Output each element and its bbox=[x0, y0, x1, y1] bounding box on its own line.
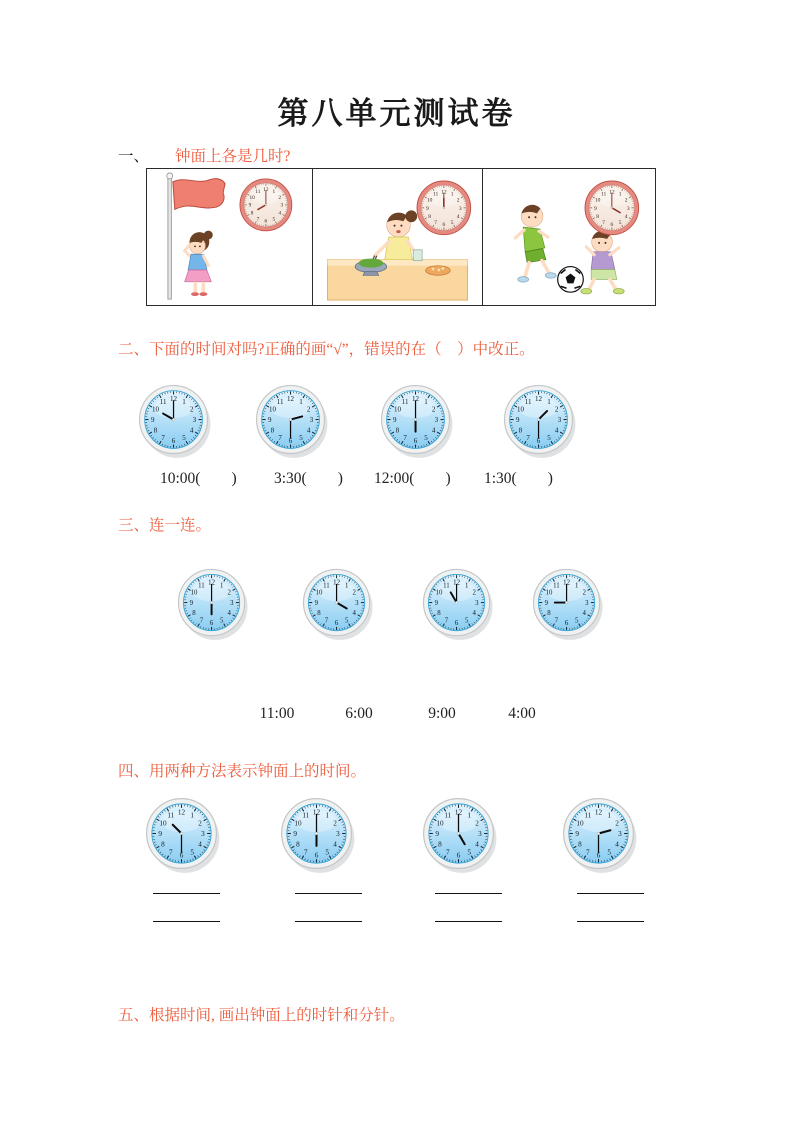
svg-text:5: 5 bbox=[618, 220, 622, 226]
section4-clock-3 bbox=[421, 796, 499, 874]
svg-text:3: 3 bbox=[192, 415, 197, 424]
svg-text:4: 4 bbox=[333, 840, 337, 849]
svg-text:12: 12 bbox=[441, 189, 447, 196]
section1-number: 一、 bbox=[118, 148, 150, 165]
svg-text:5: 5 bbox=[547, 434, 551, 442]
svg-text:1: 1 bbox=[190, 811, 195, 820]
svg-text:8: 8 bbox=[192, 610, 196, 618]
svg-text:4: 4 bbox=[472, 610, 476, 618]
svg-text:7: 7 bbox=[554, 617, 559, 625]
svg-text:2: 2 bbox=[189, 405, 194, 414]
panel1-clock-8-00 bbox=[238, 177, 296, 235]
svg-text:4: 4 bbox=[189, 426, 194, 435]
svg-text:2: 2 bbox=[333, 819, 337, 828]
section4-answer-line-3a[interactable] bbox=[435, 893, 502, 894]
section2-clock-1 bbox=[137, 383, 213, 459]
svg-text:2: 2 bbox=[306, 405, 311, 414]
svg-text:10: 10 bbox=[159, 819, 167, 828]
svg-text:3: 3 bbox=[280, 202, 284, 209]
svg-text:6: 6 bbox=[179, 851, 184, 860]
section1-picture-strip bbox=[146, 168, 656, 306]
svg-text:7: 7 bbox=[169, 848, 173, 857]
svg-text:3: 3 bbox=[626, 205, 630, 212]
page-title: 第八单元测试卷 bbox=[277, 96, 516, 131]
section1-prompt: 钟面上各是几时? bbox=[175, 148, 291, 165]
svg-text:10: 10 bbox=[393, 405, 401, 414]
svg-text:8: 8 bbox=[250, 210, 254, 217]
section2-clock-4 bbox=[502, 383, 578, 459]
svg-text:11: 11 bbox=[198, 582, 205, 590]
section5-heading: 五、根据时间, 画出钟面上的时针和分针。 bbox=[118, 1007, 405, 1024]
svg-text:12: 12 bbox=[594, 808, 603, 817]
svg-text:4: 4 bbox=[352, 610, 356, 618]
svg-text:8: 8 bbox=[270, 426, 275, 435]
svg-text:6: 6 bbox=[314, 851, 319, 860]
section4-answer-line-1b[interactable] bbox=[153, 921, 220, 922]
svg-text:11: 11 bbox=[276, 397, 284, 406]
svg-text:1: 1 bbox=[547, 397, 551, 406]
svg-text:12: 12 bbox=[454, 808, 463, 817]
svg-text:6: 6 bbox=[454, 620, 459, 628]
svg-text:1: 1 bbox=[272, 188, 276, 195]
section3-clock-4[interactable] bbox=[531, 567, 605, 641]
svg-text:9: 9 bbox=[293, 829, 297, 838]
svg-text:2: 2 bbox=[456, 197, 460, 204]
section3-clock-1[interactable] bbox=[176, 567, 250, 641]
svg-text:7: 7 bbox=[403, 434, 407, 442]
svg-text:6: 6 bbox=[209, 620, 214, 628]
svg-text:4: 4 bbox=[198, 840, 202, 849]
section4-answer-line-3b[interactable] bbox=[435, 921, 502, 922]
svg-text:3: 3 bbox=[478, 829, 482, 838]
svg-text:5: 5 bbox=[345, 617, 349, 625]
svg-text:3: 3 bbox=[557, 415, 562, 424]
svg-text:3: 3 bbox=[585, 599, 589, 607]
svg-text:2: 2 bbox=[615, 819, 619, 828]
svg-text:10: 10 bbox=[151, 405, 159, 414]
svg-text:2: 2 bbox=[278, 194, 281, 201]
svg-text:4: 4 bbox=[615, 840, 619, 849]
svg-text:3: 3 bbox=[475, 599, 479, 607]
svg-text:6: 6 bbox=[536, 436, 541, 445]
section4-heading: 四、用两种方法表示钟面上的时间。 bbox=[118, 763, 367, 780]
svg-text:7: 7 bbox=[446, 848, 450, 857]
svg-text:3: 3 bbox=[434, 415, 439, 424]
svg-text:3: 3 bbox=[309, 415, 314, 424]
svg-text:6: 6 bbox=[610, 222, 614, 229]
svg-text:8: 8 bbox=[437, 610, 441, 618]
svg-text:2: 2 bbox=[431, 405, 436, 414]
svg-text:3: 3 bbox=[230, 599, 234, 607]
svg-text:8: 8 bbox=[438, 840, 442, 849]
svg-text:9: 9 bbox=[515, 415, 520, 424]
svg-text:5: 5 bbox=[424, 434, 428, 442]
svg-text:9: 9 bbox=[267, 415, 272, 424]
svg-text:6: 6 bbox=[596, 851, 601, 860]
svg-text:6: 6 bbox=[413, 436, 418, 445]
svg-text:12: 12 bbox=[412, 395, 420, 404]
svg-text:10: 10 bbox=[576, 819, 584, 828]
svg-text:1: 1 bbox=[575, 582, 579, 590]
svg-text:6: 6 bbox=[564, 620, 569, 628]
section3-clock-3[interactable] bbox=[421, 567, 495, 641]
svg-text:5: 5 bbox=[575, 617, 579, 625]
svg-text:10: 10 bbox=[435, 589, 443, 597]
svg-text:2: 2 bbox=[472, 589, 476, 597]
svg-text:5: 5 bbox=[190, 848, 195, 857]
svg-text:11: 11 bbox=[600, 191, 607, 198]
svg-text:10: 10 bbox=[436, 819, 444, 828]
section4-answer-line-2a[interactable] bbox=[295, 893, 362, 894]
section4-answer-line-4a[interactable] bbox=[577, 893, 644, 894]
svg-text:2: 2 bbox=[624, 197, 628, 204]
svg-text:1: 1 bbox=[220, 582, 224, 590]
svg-text:7: 7 bbox=[304, 848, 308, 857]
svg-text:4: 4 bbox=[624, 213, 628, 220]
svg-text:3: 3 bbox=[618, 829, 622, 838]
svg-text:4: 4 bbox=[582, 610, 586, 618]
panel-eating bbox=[312, 169, 482, 305]
svg-text:8: 8 bbox=[578, 840, 582, 849]
svg-text:1: 1 bbox=[618, 191, 622, 198]
svg-text:11: 11 bbox=[524, 397, 532, 406]
svg-text:12: 12 bbox=[208, 579, 215, 587]
svg-text:9: 9 bbox=[314, 599, 319, 607]
svg-text:10: 10 bbox=[190, 589, 198, 597]
svg-text:4: 4 bbox=[554, 426, 559, 435]
panel-soccer bbox=[482, 169, 655, 305]
svg-text:4: 4 bbox=[227, 610, 231, 618]
svg-text:4: 4 bbox=[475, 840, 479, 849]
svg-text:11: 11 bbox=[255, 188, 261, 195]
svg-text:12: 12 bbox=[177, 808, 186, 817]
svg-text:2: 2 bbox=[582, 589, 586, 597]
svg-text:3: 3 bbox=[355, 599, 359, 607]
svg-text:8: 8 bbox=[153, 426, 158, 435]
svg-text:1: 1 bbox=[465, 582, 469, 590]
section4-clock-1 bbox=[144, 796, 222, 874]
svg-text:9: 9 bbox=[544, 599, 549, 607]
section2-answer-4[interactable]: 1:30( ) bbox=[484, 470, 553, 487]
svg-text:8: 8 bbox=[296, 840, 300, 849]
section3-match-label-2[interactable]: 6:00 bbox=[345, 705, 373, 722]
section2-answer-3[interactable]: 12:00( ) bbox=[374, 470, 451, 487]
svg-text:9: 9 bbox=[435, 829, 439, 838]
svg-text:11: 11 bbox=[553, 582, 560, 590]
svg-text:9: 9 bbox=[392, 415, 397, 424]
svg-text:7: 7 bbox=[161, 434, 165, 442]
section2-heading: 二、下面的时间对吗?正确的画“√”，错误的在（ ）中改正。 bbox=[118, 341, 535, 358]
svg-text:6: 6 bbox=[456, 851, 461, 860]
section3-match-label-1[interactable]: 11:00 bbox=[259, 705, 295, 722]
svg-text:12: 12 bbox=[609, 189, 615, 196]
svg-text:12: 12 bbox=[170, 395, 178, 404]
svg-text:5: 5 bbox=[607, 848, 612, 857]
svg-text:12: 12 bbox=[535, 395, 543, 404]
section4-answer-line-4b[interactable] bbox=[577, 921, 644, 922]
section2-answer-2[interactable]: 3:30( ) bbox=[274, 470, 343, 487]
svg-text:10: 10 bbox=[315, 589, 323, 597]
section4-answer-line-1a[interactable] bbox=[153, 893, 220, 894]
svg-text:12: 12 bbox=[333, 579, 340, 587]
svg-text:7: 7 bbox=[199, 617, 204, 625]
svg-text:11: 11 bbox=[159, 397, 167, 406]
svg-text:9: 9 bbox=[426, 205, 429, 212]
svg-text:11: 11 bbox=[401, 397, 409, 406]
svg-text:8: 8 bbox=[161, 840, 165, 849]
svg-text:1: 1 bbox=[325, 811, 330, 820]
svg-text:11: 11 bbox=[443, 582, 450, 590]
svg-text:8: 8 bbox=[547, 610, 551, 618]
svg-text:5: 5 bbox=[299, 434, 303, 442]
svg-text:8: 8 bbox=[317, 610, 321, 618]
svg-text:12: 12 bbox=[287, 395, 295, 404]
svg-text:12: 12 bbox=[453, 579, 460, 587]
svg-text:1: 1 bbox=[450, 191, 454, 198]
section4-answer-line-2b[interactable] bbox=[295, 921, 362, 922]
svg-text:3: 3 bbox=[201, 829, 205, 838]
svg-text:7: 7 bbox=[444, 617, 449, 625]
section2-answer-1[interactable]: 10:00( ) bbox=[160, 470, 237, 487]
svg-text:8: 8 bbox=[596, 214, 599, 220]
svg-text:9: 9 bbox=[575, 829, 579, 838]
svg-text:10: 10 bbox=[516, 405, 524, 414]
svg-text:9: 9 bbox=[158, 829, 162, 838]
svg-text:8: 8 bbox=[518, 426, 523, 435]
svg-text:1: 1 bbox=[345, 582, 349, 590]
svg-text:4: 4 bbox=[431, 426, 436, 435]
svg-text:12: 12 bbox=[263, 186, 269, 193]
svg-text:9: 9 bbox=[594, 205, 597, 212]
svg-text:6: 6 bbox=[288, 436, 293, 445]
svg-text:11: 11 bbox=[323, 582, 330, 590]
svg-text:1: 1 bbox=[182, 397, 186, 406]
svg-text:10: 10 bbox=[249, 194, 255, 201]
svg-text:9: 9 bbox=[248, 202, 252, 209]
panel2-clock-12-00 bbox=[415, 179, 475, 239]
section2-clock-3 bbox=[379, 383, 455, 459]
svg-text:1: 1 bbox=[467, 811, 472, 820]
svg-text:2: 2 bbox=[352, 589, 356, 597]
svg-text:5: 5 bbox=[450, 220, 454, 226]
svg-text:6: 6 bbox=[264, 218, 268, 225]
svg-text:6: 6 bbox=[171, 436, 176, 445]
svg-text:5: 5 bbox=[465, 617, 469, 625]
svg-text:8: 8 bbox=[395, 426, 400, 435]
section3-match-label-3[interactable]: 9:00 bbox=[428, 705, 456, 722]
svg-text:12: 12 bbox=[312, 808, 321, 817]
svg-text:2: 2 bbox=[227, 589, 231, 597]
svg-text:7: 7 bbox=[434, 220, 438, 226]
svg-text:5: 5 bbox=[272, 216, 276, 223]
svg-text:10: 10 bbox=[545, 589, 553, 597]
svg-text:7: 7 bbox=[324, 617, 329, 625]
svg-text:1: 1 bbox=[607, 811, 612, 820]
svg-text:1: 1 bbox=[299, 397, 303, 406]
svg-text:4: 4 bbox=[278, 210, 281, 217]
section2-clock-2 bbox=[254, 383, 330, 459]
svg-text:5: 5 bbox=[467, 848, 472, 857]
svg-text:6: 6 bbox=[334, 620, 339, 628]
panel3-clock-4-00 bbox=[583, 179, 643, 239]
svg-text:7: 7 bbox=[256, 216, 260, 223]
svg-text:5: 5 bbox=[182, 434, 186, 442]
svg-text:2: 2 bbox=[475, 819, 479, 828]
section3-heading: 三、连一连。 bbox=[118, 517, 212, 534]
svg-text:4: 4 bbox=[456, 213, 460, 220]
svg-text:9: 9 bbox=[434, 599, 439, 607]
svg-text:2: 2 bbox=[554, 405, 559, 414]
svg-text:6: 6 bbox=[442, 222, 446, 229]
svg-text:11: 11 bbox=[302, 811, 310, 820]
svg-text:11: 11 bbox=[444, 811, 452, 820]
section4-clock-2 bbox=[279, 796, 357, 874]
svg-text:10: 10 bbox=[294, 819, 302, 828]
svg-text:7: 7 bbox=[526, 434, 530, 442]
svg-text:12: 12 bbox=[563, 579, 570, 587]
svg-text:5: 5 bbox=[220, 617, 224, 625]
svg-text:4: 4 bbox=[306, 426, 311, 435]
svg-text:7: 7 bbox=[602, 220, 606, 226]
svg-text:11: 11 bbox=[432, 191, 439, 198]
svg-text:7: 7 bbox=[278, 434, 282, 442]
svg-text:10: 10 bbox=[426, 197, 433, 204]
section4-clock-4 bbox=[561, 796, 639, 874]
svg-text:9: 9 bbox=[189, 599, 194, 607]
svg-text:2: 2 bbox=[198, 819, 202, 828]
svg-text:11: 11 bbox=[167, 811, 175, 820]
svg-text:1: 1 bbox=[424, 397, 428, 406]
section3-match-label-4[interactable]: 4:00 bbox=[508, 705, 536, 722]
svg-text:10: 10 bbox=[268, 405, 276, 414]
svg-text:5: 5 bbox=[325, 848, 330, 857]
svg-text:9: 9 bbox=[150, 415, 155, 424]
section3-clock-2[interactable] bbox=[301, 567, 375, 641]
svg-text:3: 3 bbox=[336, 829, 340, 838]
svg-text:11: 11 bbox=[584, 811, 592, 820]
svg-text:8: 8 bbox=[428, 214, 431, 220]
svg-text:7: 7 bbox=[586, 848, 590, 857]
panel-flag-raising bbox=[147, 169, 312, 305]
svg-text:10: 10 bbox=[594, 197, 601, 204]
svg-text:3: 3 bbox=[458, 205, 462, 212]
